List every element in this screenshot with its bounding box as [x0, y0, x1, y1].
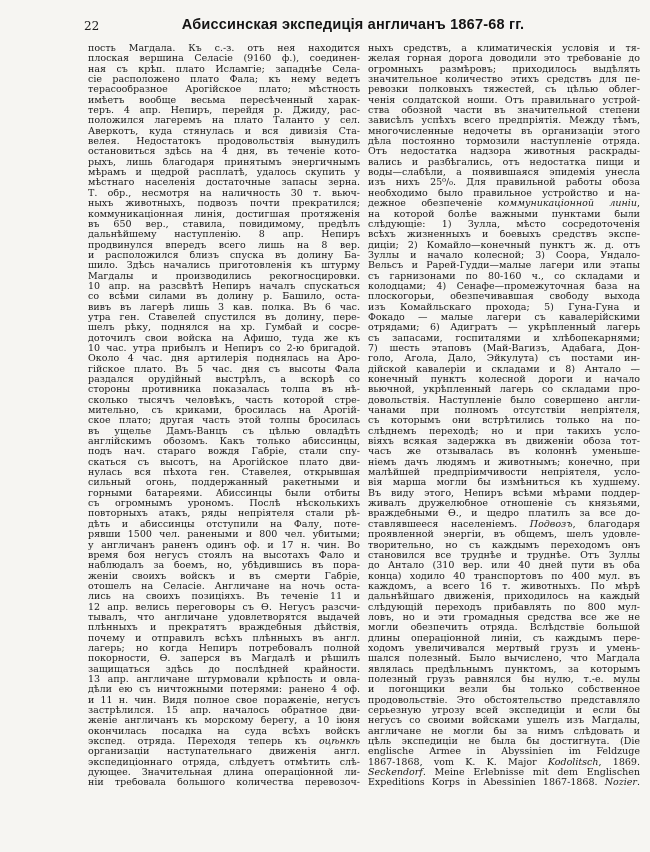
text-line: тывалъ, что англичане удовлетворятся выдачей [88, 612, 360, 623]
text-line: слѣдующіе: 1) Зулла, мѣсто сосредоточенія [368, 219, 640, 230]
text-line: englische Armee in Abyssinien im Feldzuge [368, 747, 640, 758]
text-line: колодцами; 4) Сенафе—промежуточная база на [368, 281, 640, 292]
text-line: рявши 1500 чел. ранеными и 800 чел. убитыми; [88, 530, 360, 541]
text-line: вія марша могли бы измѣниться къ худшему. [368, 478, 640, 489]
text-line: необходимо было правильное устройство и на- [368, 188, 640, 199]
text-line: воды—слабѣли, а появившаяся эпидемія унесла [368, 168, 640, 179]
text-line: ставлявшееся населеніемъ. Подвозъ, благодаря [368, 519, 640, 530]
text-line: остановиться здѣсь на 4 дня, въ теченіе кото- [88, 147, 360, 158]
text-line: плоскогорьи, обезпечивавшая свободу выхода [368, 292, 640, 303]
text-line: могли обезпечить отряда. Вслѣдствіе большой [368, 623, 640, 634]
text-line: 10 час. утра прибылъ и Непиръ со 2-ю бригадой. [88, 343, 360, 354]
text-line: Магдалы и производились рекогносцировки. [88, 271, 360, 282]
text-line: часъ же отзывалась въ колоннѣ уменьше- [368, 447, 640, 458]
text-line: негусъ со своими войсками ушелъ изъ Магдалы, [368, 716, 640, 727]
text-line: проявленной энергіи, въ общемъ, шелъ удовле- [368, 530, 640, 541]
text-line: 13 апр. англичане штурмовали крѣпость и овла- [88, 674, 360, 685]
text-line: и расположился близъ спуска въ долину Ба- [88, 250, 360, 261]
text-line: зависѣлъ успѣхъ всего предпріятія. Между тѣмъ, [368, 116, 640, 127]
text-line: окончилась посадка на суда всѣхъ войскъ [88, 726, 360, 737]
text-line: огромныхъ размѣровъ; приходилось выдѣлять [368, 64, 640, 75]
text-line: отрядами; 6) Адигратъ — укрѣпленный лагерь [368, 323, 640, 334]
text-line: многочисленные недочеты въ организаціи этого [368, 126, 640, 137]
text-line: віяхъ всякая задержка въ движеніи обоза тот- [368, 437, 640, 448]
text-line: женіи своихъ войскъ и въ смерти Габріе, [88, 571, 360, 582]
text-line: англійскимъ обозомъ. Какъ только абиссинцы, [88, 437, 360, 448]
text-line: горными батареями. Абиссинцы были отбиты [88, 488, 360, 499]
text-line: 1867-1868, vom K. K. Major Kodolitsch, 1869. [368, 757, 640, 768]
text-line: Въ виду этого, Непиръ всѣми мѣрами поддер- [368, 488, 640, 499]
page-number: 22 [84, 19, 100, 33]
text-line: женіе англичанъ къ морскому берегу, а 10 іюня [88, 716, 360, 727]
text-line: ніи требовала большого количества перевозоч- [88, 778, 360, 789]
text-line: Фокадо — малые лагери съ кавалерійскими [368, 312, 640, 323]
text-line: шило. Здѣсь начались приготовленія къ штурму [88, 261, 360, 272]
text-line: дѣли ею съ ничтожными потерями: ранено 4 оф. [88, 685, 360, 696]
text-line: Аверкотъ, куда стянулась и вся дивизія Ста- [88, 126, 360, 137]
text-line: Seckendorf. Meine Erlebnisse mit dem Englischen [368, 768, 640, 779]
text-line: экспедиціоннаго отряда, слѣдуетъ отмѣтить слѣ- [88, 757, 360, 768]
text-line: плоская вершина Селасіе (9160 ф.), соединен- [88, 54, 360, 65]
text-line: наблюдалъ за боемъ, но, убѣдившись въ пора- [88, 561, 360, 572]
text-line: мительно, съ криками, бросилась на Арогій- [88, 406, 360, 417]
text-line: мѣрамъ и щедрой расплатѣ, удалось скупить у [88, 168, 360, 179]
text-line: до Антало (310 вер. или 40 дней пути въ оба [368, 561, 640, 572]
text-line: шелъ рѣку, поднялся на хр. Гумбай и сосре- [88, 323, 360, 334]
text-line: 12 апр. велись переговоры съ Ѳ. Негусъ разсчи- [88, 602, 360, 613]
text-line: ловъ, но и эти громадныя средства все же не [368, 612, 640, 623]
text-line: ная съ крѣп. плато Исламгіе; западнѣе Села- [88, 64, 360, 75]
text-line: пость Магдала. Къ с.-з. отъ нея находится [88, 44, 360, 54]
text-line: 7) шесть этаповъ (Май-Вагизъ, Адабага, Дон- [368, 343, 640, 354]
text-line: враждебными Ѳ., и щедро платилъ за все до- [368, 509, 640, 520]
text-line: дійской кавалеріи и складами и 8) Антало — [368, 364, 640, 375]
text-line: имѣетъ вообще весьма пересѣченный харак- [88, 95, 360, 106]
text-line: застрѣлился. 15 апр. началось обратное дви- [88, 706, 360, 716]
text-line: положился лагеремъ на плато Таланто у сел. [88, 116, 360, 127]
text-line: вались и разбѣгались, отъ недостатка пищи и [368, 157, 640, 168]
text-column-left [88, 44, 360, 789]
text-line: въ 650 вер., ставила, повидимому, предѣлъ [88, 219, 360, 230]
text-line: ходомъ увеличивался мертвый грузъ и умень- [368, 643, 640, 654]
text-line: дежное обезпеченіе коммуникаціонной линіи, [368, 199, 640, 210]
text-line: длины операціонной линіи, съ каждымъ пере- [368, 633, 640, 644]
text-line: малѣйшей предпріимчивости непріятеля, усло- [368, 468, 640, 479]
text-line: шался полезный. Было вычислено, что Магдала [368, 654, 640, 665]
text-line: коммуникаціонная линія, достигшая протяженія [88, 209, 360, 220]
running-title: Абиссинская экспедиція англичанъ 1867-68 гг. [181, 17, 525, 33]
text-line: ства обозной части въ значительной степени [368, 106, 640, 117]
text-line: творительно, но съ каждымъ переходомъ онъ [368, 540, 640, 551]
text-line: живалъ дружелюбное отношеніе съ князьями, [368, 499, 640, 510]
text-line: съ которымъ они встрѣтились только на по- [368, 416, 640, 427]
text-line: довольствія. Наступленіе было совершено англи- [368, 395, 640, 406]
text-line: Т. обр., несмотря на наличность 30 т. вьюч- [88, 188, 360, 199]
text-line: лись на своихъ позиціяхъ. Въ теченіе 11 и [88, 592, 360, 603]
text-line: защищаться здѣсь до послѣдней крайности. [88, 664, 360, 675]
text-line: гійское плато. Въ 5 час. дня съ высоты Фала [88, 364, 360, 375]
text-line: дальнѣйшему наступленію. 8 апр. Непиръ [88, 230, 360, 241]
text-line: являлась предѣльнымъ пунктомъ, за которымъ [368, 664, 640, 675]
text-line: съ запасами, госпиталями и хлѣбопекарнями; [368, 333, 640, 344]
text-line: продвинулся впередъ всего лишь на 8 вер. [88, 240, 360, 251]
text-line: и погонщики везли бы только собственное [368, 685, 640, 696]
text-line: становился все труднѣе и труднѣе. Отъ Зуллы [368, 550, 640, 561]
text-line: Отъ недостатка надзора животныя раскрады- [368, 147, 640, 158]
text-line: организаціи наступательнаго движенія англ. [88, 747, 360, 758]
text-line: нулась вся пѣхота ген. Ставелея, открывшая [88, 468, 360, 479]
text-line: значительное количество этихъ средствъ для пе- [368, 75, 640, 86]
text-line: раздался орудійный выстрѣлъ, а вскорѣ со [88, 375, 360, 385]
text-line: Около 4 час. дня артилерія поднялась на Аро- [88, 354, 360, 365]
text-line: изъ нихъ 25⁰/₀. Для правильной работы обоза [368, 178, 640, 189]
text-line: подъ нач. стараго вождя Габріе, стали спу- [88, 447, 360, 458]
text-line: изъ Комайльскаго прохода; 5) Гуна-Гуна и [368, 302, 640, 313]
text-line: сильный огонь, поддержанный ракетными и [88, 478, 360, 489]
text-line: вьючной, укрѣпленный лагерь со складами про- [368, 385, 640, 396]
text-line: сіе расположено плато Фала; къ нему ведетъ [88, 75, 360, 86]
text-line: ніемъ дачъ людямъ и животнымъ; конечно, при [368, 457, 640, 468]
text-line: у англичанъ раненъ одинъ оф. и 17 н. чин. Во [88, 540, 360, 551]
text-line: чанами при полномъ отсутствіи непріятеля, [368, 406, 640, 417]
text-line: дующее. Значительная длина операціонной ли- [88, 768, 360, 779]
text-line: время боя негусъ стоялъ на высотахъ Фало и [88, 550, 360, 561]
text-line: Вельсъ и Рарей-Гудди—малые лагери или этапы [368, 261, 640, 272]
text-line: слѣднемъ переходѣ; но и при такихъ усло- [368, 426, 640, 437]
text-line: стороны противника показалась толпа въ нѣ- [88, 385, 360, 396]
text-line: велея. Недостатокъ продовольствія вынудилъ [88, 137, 360, 148]
text-line: англичане не могли бы за нимъ слѣдовать и [368, 726, 640, 737]
text-line: каждомъ, а всего 16 т. животныхъ. По мѣрѣ [368, 581, 640, 592]
text-line: цѣль экспедиціи не была бы достигнута. (Die [368, 737, 640, 748]
text-line: сколько тысячъ человѣкъ, часть которой стре- [88, 395, 360, 406]
text-line: ревозки полковыхъ тяжестей, съ цѣлью облег- [368, 85, 640, 96]
text-line: голо, Агола, Дало, Эйкулута) съ постами ин- [368, 354, 640, 365]
text-line: ныхъ средствъ, а климатическія условія и тя- [368, 44, 640, 54]
text-line: вивъ въ лагерѣ лишь 3 кав. полка. Въ 6 час. [88, 302, 360, 313]
text-line: терасообразное Арогійское плато; мѣстность [88, 85, 360, 96]
text-line: желая горная дорога доводили это требованіе до [368, 54, 640, 65]
text-line: покорности, Ѳ. заперся въ Магдалѣ и рѣшилъ [88, 654, 360, 665]
text-line: повторныхъ атакъ, ряды непріятеля стали рѣ- [88, 509, 360, 520]
text-line: продовольствіе. Это обстоятельство представляло [368, 695, 640, 706]
text-line: слѣдующій переходъ прибавлять по 800 мул- [368, 602, 640, 613]
text-line: дѣла постоянно тормозили наступленіе отряда. [368, 137, 640, 148]
text-line: дѣть и абиссинцы отступили на Фалу, поте- [88, 519, 360, 530]
text-line: рыхъ, лишь благодаря принятымъ энергичнымъ [88, 157, 360, 168]
text-line: ченія солдатской ноши. Отъ правильнаго устрой- [368, 95, 640, 106]
text-line: всѣхъ жизненныхъ и боевыхъ средствъ экспе- [368, 230, 640, 241]
text-line: теръ. 4 апр. Непиръ, перейдя р. Джиду, рас- [88, 106, 360, 117]
text-line: съ огромнымъ урономъ. Послѣ нѣсколькихъ [88, 499, 360, 510]
text-line: полезный грузъ равнялся бы нулю, т.-е. мулы [368, 674, 640, 685]
text-line: серьезную угрозу всей экспедиціи и если бы [368, 706, 640, 716]
text-line: и 11 н. чин. Видя полное свое пораженіе, негусъ [88, 695, 360, 706]
text-line: ское плато; другая часть этой толпы бросилась [88, 416, 360, 427]
text-line: утра ген. Ставелей спустился въ долину, пере- [88, 312, 360, 323]
text-line: лагерь; но когда Непиръ потребовалъ полной [88, 643, 360, 654]
text-line: Expeditions Korps in Abessinien 1867-1868. Nozier. [368, 778, 640, 789]
text-line: конечный пунктъ колесной дороги и начало [368, 375, 640, 385]
text-line: въ ущелье Дамъ-Ванцъ съ цѣлью овладѣть [88, 426, 360, 437]
text-line: почему и отправилъ всѣхъ плѣнныхъ въ англ. [88, 633, 360, 644]
text-line: Зуллы и начало колесной; 3) Соора, Ундало- [368, 250, 640, 261]
text-line: 10 апр. на разсвѣтѣ Непиръ началъ спускаться [88, 281, 360, 292]
text-column-right [368, 44, 640, 789]
text-line: экспед. отряда. Переходя теперь къ оцѣнкѣ [88, 737, 360, 748]
text-line: отошелъ на Селасіе. Англичане на ночь оста- [88, 581, 360, 592]
text-line: ныхъ животныхъ, подвозъ почти прекратился; [88, 199, 360, 210]
text-line: мѣстнаго населенія достаточные запасы зерна. [88, 178, 360, 189]
text-line: на которой болѣе важными пунктами были [368, 209, 640, 220]
text-line: доточилъ свои войска на Афишо, туда же къ [88, 333, 360, 344]
text-line: скаться съ высотъ, на Арогійское плато дви- [88, 457, 360, 468]
text-line: плѣнныхъ и прекратятъ враждебныя дѣйствія, [88, 623, 360, 634]
text-line: со всѣми силами въ долину р. Башило, оста- [88, 292, 360, 303]
text-line: диціи; 2) Комайло—конечный пунктъ ж. д. отъ [368, 240, 640, 251]
text-line: съ гарнизонами по 80-160 ч., со складами и [368, 271, 640, 282]
text-line: дальнѣйшаго движенія, приходилось на каждый [368, 592, 640, 603]
text-line: конца) ходило 40 транспортовъ по 400 мул. въ [368, 571, 640, 582]
